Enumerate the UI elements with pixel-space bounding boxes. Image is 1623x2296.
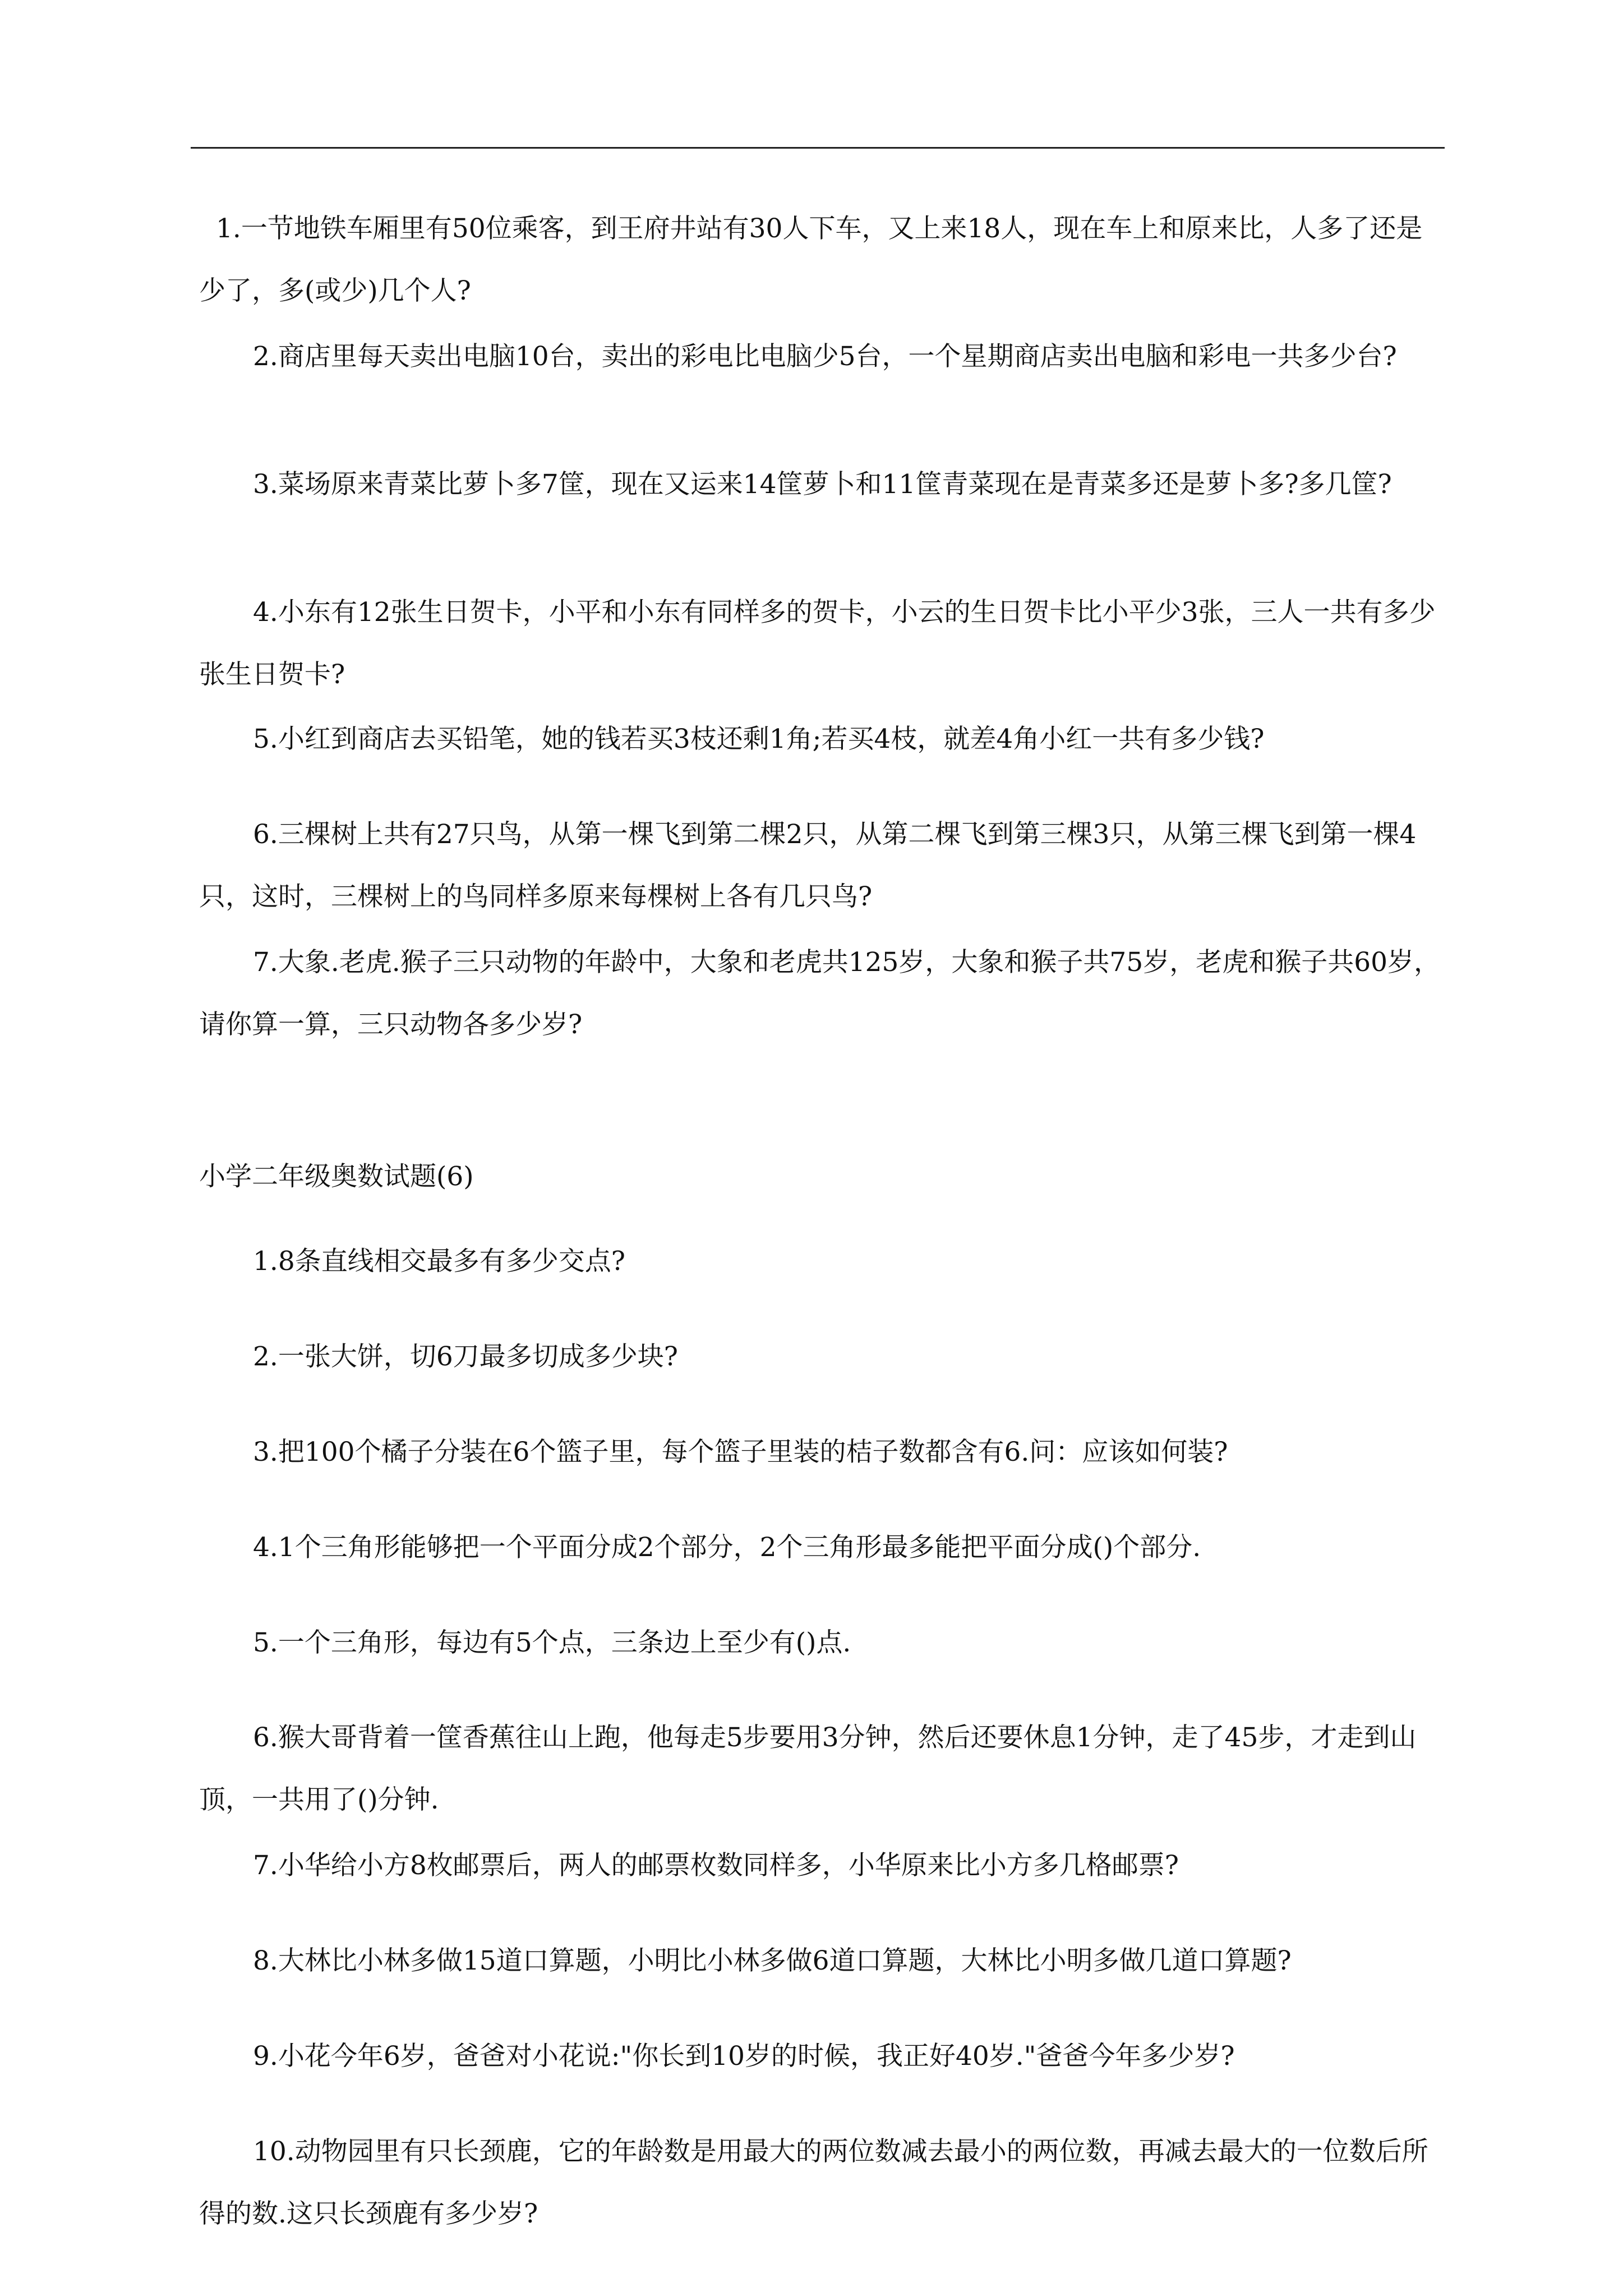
question-2-3: 3.把100个橘子分装在6个篮子里，每个篮子里装的桔子数都含有6.问：应该如何装? — [253, 1437, 1228, 1467]
question-1-5: 5.小红到商店去买铅笔，她的钱若买3枝还剩1角;若买4枝，就差4角小红一共有多少钱? — [253, 724, 1265, 754]
question-2-6: 6.猴大哥背着一筐香蕉往山上跑，他每走5步要用3分钟，然后还要休息1分钟，走了45步，才走到山顶，一共用了()分钟. — [199, 1722, 1417, 1815]
question-1-7: 7.大象.老虎.猴子三只动物的年龄中，大象和老虎共125岁，大象和猴子共75岁，老虎和猴子共60岁，请你算一算，三只动物各多少岁? — [199, 947, 1441, 1040]
question-2-9: 9.小花今年6岁，爸爸对小花说:"你长到10岁的时候，我正好40岁."爸爸今年多少岁? — [253, 2041, 1235, 2072]
question-1-2: 2.商店里每天卖出电脑10台，卖出的彩电比电脑少5台，一个星期商店卖出电脑和彩电一共多少台? — [253, 341, 1397, 372]
header-rule — [191, 147, 1445, 149]
question-2-5: 5.一个三角形，每边有5个点，三条边上至少有()点. — [253, 1627, 851, 1658]
question-2-8: 8.大林比小林多做15道口算题，小明比小林多做6道口算题，大林比小明多做几道口算题? — [253, 1945, 1292, 1976]
question-1-3: 3.菜场原来青菜比萝卜多7筐，现在又运来14筐萝卜和11筐青菜现在是青菜多还是萝卜多?多几筐? — [253, 469, 1392, 500]
question-1-6: 6.三棵树上共有27只鸟，从第一棵飞到第二棵2只，从第二棵飞到第三棵3只，从第三棵飞到第一棵4只，这时，三棵树上的鸟同样多原来每棵树上各有几只鸟? — [199, 819, 1417, 912]
question-2-10: 10.动物园里有只长颈鹿，它的年龄数是用最大的两位数减去最小的两位数，再减去最大的一位数后所得的数.这只长颈鹿有多少岁? — [199, 2136, 1428, 2229]
question-2-2: 2.一张大饼，切6刀最多切成多少块? — [253, 1341, 678, 1372]
question-2-7: 7.小华给小方8枚邮票后，两人的邮票枚数同样多，小华原来比小方多几格邮票? — [253, 1850, 1179, 1881]
question-2-4: 4.1个三角形能够把一个平面分成2个部分，2个三角形最多能把平面分成()个部分. — [253, 1532, 1201, 1563]
question-2-1: 1.8条直线相交最多有多少交点? — [253, 1246, 625, 1277]
section-title: 小学二年级奥数试题(6) — [199, 1161, 474, 1192]
question-1-4: 4.小东有12张生日贺卡，小平和小东有同样多的贺卡，小云的生日贺卡比小平少3张，三人一共有多少张生日贺卡? — [199, 597, 1436, 690]
question-1-1: 1.一节地铁车厢里有50位乘客，到王府井站有30人下车，又上来18人，现在车上和原来比，人多了还是少了，多(或少)几个人? — [199, 213, 1423, 306]
